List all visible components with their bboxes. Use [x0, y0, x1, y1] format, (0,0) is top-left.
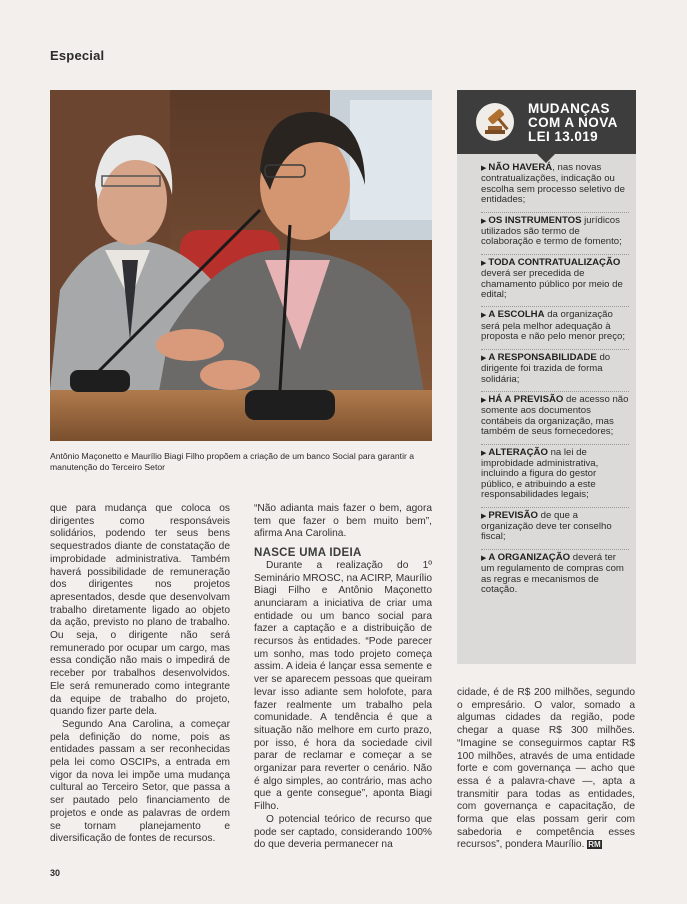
item-text: de que a organização deve ter conselho fiscal; — [481, 509, 612, 543]
arrow-right-icon: ▶ — [481, 259, 487, 267]
article-column-3 — [457, 687, 635, 852]
item-lead: A ESCOLHA — [488, 309, 545, 321]
item-lead: OS INSTRUMENTOS — [488, 214, 582, 226]
article-paragraph: Durante a realização do 1º Seminário MROSC, na ACIRP, Maurílio Biagi Filho e Antônio Maçonetto anunciaram a iniciativa de criar uma entidade ou um banco social para fazer a captação e a distribuição de recursos às entidades. “Pode parecer um sonho, mas todo projeto começa assim. A ideia é lançar essa semente e ver se aparecem pessoas que queiram levar isso adiante sem holofote, para fazer realmente um trabalho pela comunidade. A tendência é que a situação não melhore em curto prazo, por isso, é hora da sociedade civil parar de reclamar e começar a se organizar para reverter o cenário. Não é algo simples, ao contrário, mas acho que a gente consegue”, aponta Biagi Filho. — [254, 559, 432, 813]
arrow-right-icon: ▶ — [481, 554, 487, 562]
photo-illustration — [50, 90, 432, 441]
photo-caption: Antônio Maçonetto e Maurílio Biagi Filho propõem a criação de um banco Social para garantir a manutenção do Terceiro Setor — [50, 451, 415, 472]
subheading: NASCE UMA IDEIA — [254, 547, 362, 560]
article-column-2 — [254, 503, 432, 852]
article-column-1 — [50, 503, 230, 846]
item-lead: HÁ A PREVISÃO — [488, 393, 564, 405]
arrow-right-icon: ▶ — [481, 512, 487, 520]
item-lead: TODA CONTRATUALIZAÇÃO — [488, 256, 621, 268]
item-lead: NÃO HAVERÁ — [488, 162, 553, 173]
sidebar-list-item — [481, 255, 629, 308]
item-text: deverá ser precedida de chamamento público por meio de edital; — [481, 268, 623, 301]
article-paragraph: “Não adianta mais fazer o bem, agora tem que fazer o bem muito bem”, afirma Ana Carolina. — [254, 503, 432, 540]
sidebar-title — [528, 102, 636, 144]
arrow-right-icon: ▶ — [481, 449, 487, 457]
arrow-right-icon: ▶ — [481, 312, 487, 320]
item-text: de acesso não somente aos documentos contábeis da organização, mas também de seus fornecedores; — [481, 393, 629, 438]
item-lead: A RESPONSABILIDADE — [488, 351, 597, 363]
article-paragraph — [457, 687, 635, 852]
event-photo — [50, 90, 432, 441]
sidebar-list-item — [481, 508, 629, 550]
sidebar-list-item — [481, 445, 629, 508]
gavel-icon — [476, 103, 514, 141]
sidebar-title-line: COM A NOVA — [528, 115, 618, 130]
page-number: 30 — [50, 868, 61, 878]
arrow-right-icon: ▶ — [481, 396, 487, 404]
arrow-right-icon: ▶ — [481, 217, 487, 225]
sidebar-list-item — [481, 213, 629, 255]
item-text: jurídicos utilizados são termo de colaboração e termo de fomento; — [481, 214, 622, 248]
item-text: , nas novas contratualizações, indicação ou escolha sem processo seletivo de entidades; — [481, 162, 625, 206]
section-label: Especial — [50, 48, 105, 63]
sidebar-list-item — [481, 392, 629, 445]
sidebar-list-item — [481, 307, 629, 349]
item-text: deverá ter um regulamento de compras com as regras e mecanismos de cotação. — [481, 551, 624, 595]
item-text: da organização será pela melhor adequação à proposta e não pelo menor preço; — [481, 309, 625, 343]
sidebar-list-item — [481, 350, 629, 392]
item-text: do dirigente foi trazida de forma solidária; — [481, 351, 611, 385]
sidebar-list-item — [481, 160, 629, 213]
item-lead: A ORGANIZAÇÃO — [488, 551, 571, 563]
sidebar-title-line: LEI 13.019 — [528, 129, 599, 144]
sidebar-list — [481, 160, 629, 601]
item-lead: PREVISÃO — [488, 509, 538, 521]
arrow-right-icon: ▶ — [481, 165, 487, 172]
item-text: na lei de improbidade administrativa, incluindo a figura do gestor público, e atribuindo a este responsabilidades legais; — [481, 446, 599, 501]
arrow-right-icon: ▶ — [481, 354, 487, 362]
end-mark: RM — [588, 840, 601, 850]
article-paragraph: que para mudança que coloca os dirigentes como responsáveis solidários, podendo ter seus bens sequestrados diante de constatação de improbidade administrativa. Também haverá possibilidade de remuneração dos dirigentes nos projetos apresentados, desde que desenvolvam trabalho diretamente ligado ao objeto da ação, previsto no plano de trabalho. Ou seja, o dirigente não será remunerado por ocupar um cargo, mas essa condição não mais o impedirá de receber por trabalhos desenvolvidos. Ele será remunerado como integrante da equipe de trabalho do projeto, quando fizer parte dela. — [50, 503, 230, 718]
article-paragraph: O potencial teórico de recurso que pode ser captado, considerando 100% do que deveria permanecer na — [254, 813, 432, 851]
sidebar-header — [457, 90, 636, 154]
sidebar-list-item — [481, 550, 629, 602]
item-lead: ALTERAÇÃO — [488, 446, 548, 458]
article-paragraph: Segundo Ana Carolina, a começar pela definição do nome, pois as entidades passam a ser reconhecidas pela lei como OSCIPs, a entrada em vigor da nova lei impõe uma mudança cultural ao Terceiro Setor, que passa a ser pautado pelo financiamento de projetos e onde as palavras de ordem se tornam planejamento e diversificação de fontes de recursos. — [50, 718, 230, 845]
sidebar-title-line: MUDANÇAS — [528, 101, 610, 116]
sidebar-box — [457, 90, 636, 664]
article-text: cidade, é de R$ 200 milhões, segundo o empresário. O valor, somado a algumas cidades da região, pode chegar a quase R$ 300 milhões. “Imagine se conseguirmos captar R$ 100 milhões, através de uma entidade forte e com governança — acho que essa é a palavra-chave —, apta a transmitir para todas as entidades, com governança e capacitação, de forma que elas possam gerir com sabedoria e competência esses recursos”, pondera Maurílio. — [457, 687, 635, 851]
